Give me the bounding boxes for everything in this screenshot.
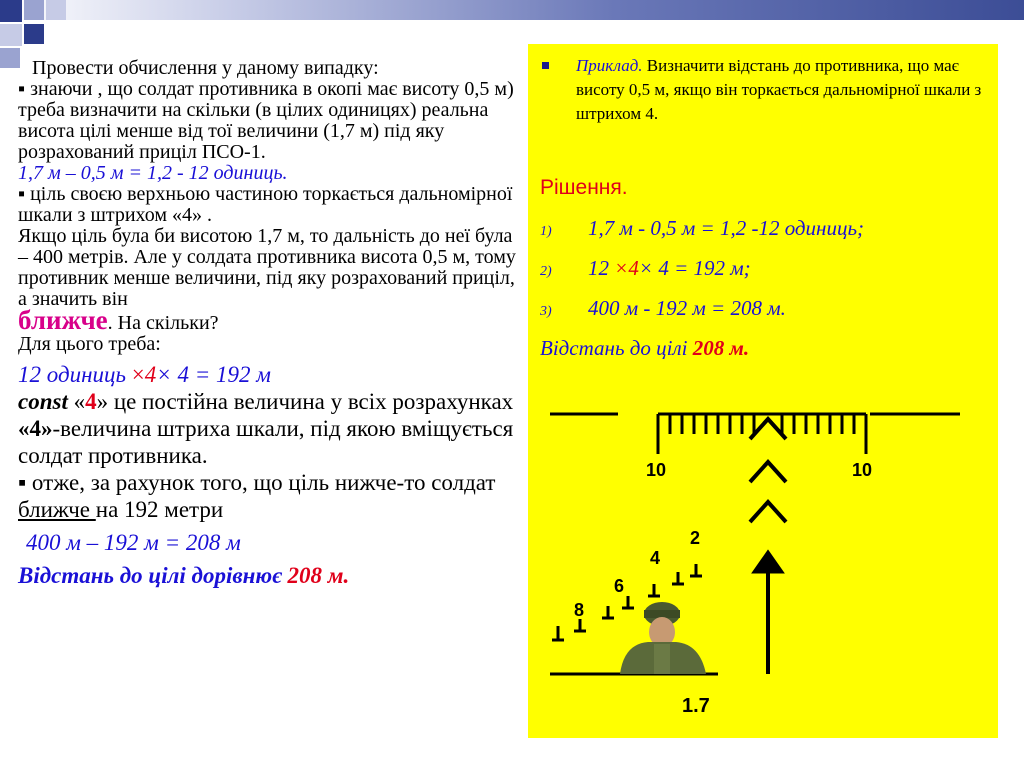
final-answer [18,562,523,589]
decor-square [24,0,44,20]
reticle-mark-4: 4 [650,548,661,568]
decor-square [24,24,44,44]
formula-3: 400 м – 192 м = 208 м [26,530,241,555]
step-number: 3) [540,304,552,319]
formula-2 [18,361,523,388]
solution-heading: Рішення. [540,176,628,199]
question-text: . На скільки? [107,312,219,334]
step-four: 4 [628,256,639,280]
example-panel [528,44,998,738]
decor-square [0,48,20,68]
header-gradient-bar [0,0,1024,20]
example-label: Приклад. [576,56,643,75]
conclusion-closer: ближче [18,497,96,522]
stroke-value-line [18,415,523,469]
conclusion-line [18,469,523,523]
decor-square [46,0,66,20]
final-answer-label: Відстань до цілі дорівнює [18,563,288,588]
need-text: Для цього треба: [18,333,161,355]
step-text: 4 = 192 м; [653,256,751,280]
reticle-base-label: 1.7 [682,695,710,717]
step-text: 12 [588,256,615,280]
reticle-left-mark: 10 [646,460,667,480]
paragraph-3 [18,226,523,334]
multiply-sign: × [156,362,172,387]
formula-1: 1,7 м – 0,5 м = 1,2 - 12 одиниць. [18,162,288,184]
const-rest: » це постійна величина у всіх розрахунках [96,389,514,414]
distance-label: Відстань до цілі [540,336,693,360]
formula-2-part: 12 одиниць [18,362,132,387]
decor-square [0,0,22,22]
reticle-mark-8: 8 [574,600,585,620]
conclusion-a: ▪ отже, за рахунок того, що ціль нижче-то солдат [18,470,496,495]
stroke-four: «4» [18,416,53,441]
conclusion-b: на 192 метри [95,497,224,522]
chevron-up-icon [750,502,786,522]
soldier-image [620,602,706,674]
reticle-mark-6: 6 [614,576,625,596]
paragraph-2: ▪ ціль своєю верхньою частиною торкається дальномірної шкали з штрихом «4» . [18,183,513,226]
const-word: const [18,389,68,414]
stroke-rest: -величина штриха шкали, під якою вміщується солдат противника. [18,416,514,468]
multiply-sign: × [638,256,654,280]
paragraph-1: ▪ знаючи , що солдат противника в окопі має висоту 0,5 м) треба визначити на скільки (в цілих одиницях) реальна висота цілі менше від тої величини (1,7 м) під яку розрахований приціл ПСО-1. [18,78,514,163]
formula-2-four: 4 [144,362,157,387]
decor-square [0,24,22,46]
chevron-up-icon [750,462,786,482]
rangefinder-reticle [528,44,998,738]
step-number: 1) [540,224,552,239]
intro-text: Провести обчислення у даному випадку: [32,57,379,79]
left-text-column [18,58,523,589]
reticle-mark-2: 2 [690,528,701,548]
distance-value: 208 м. [692,336,750,360]
multiply-sign: × [614,256,629,280]
example-body: Визначити відстань до противника, що має висоту 0,5 м, якщо він торкається дальномірної шкали з штрихом 4. [576,56,982,123]
step-text: 1,7 м - 0,5 м = 1,2 -12 одиниць; [588,216,865,240]
const-line [18,388,523,415]
closer-word: ближче [18,305,108,335]
step-text: 400 м - 192 м = 208 м. [588,296,786,320]
paragraph-3-text: Якщо ціль була би висотою 1,7 м, то дальність до неї була – 400 метрів. Але у солдата противника висота 0,5 м, тому противник менше величини, під яку розрахований приціл, а значить він [18,225,516,310]
final-answer-value: 208 м. [287,563,350,588]
formula-2-result: 4 = 192 м [171,362,271,387]
arrow-up-icon [754,552,782,572]
reticle-right-mark: 10 [852,460,873,480]
multiply-sign: × [131,362,145,387]
const-four: 4 [85,389,97,414]
const-quote: « [67,389,86,414]
step-number: 2) [540,264,552,279]
